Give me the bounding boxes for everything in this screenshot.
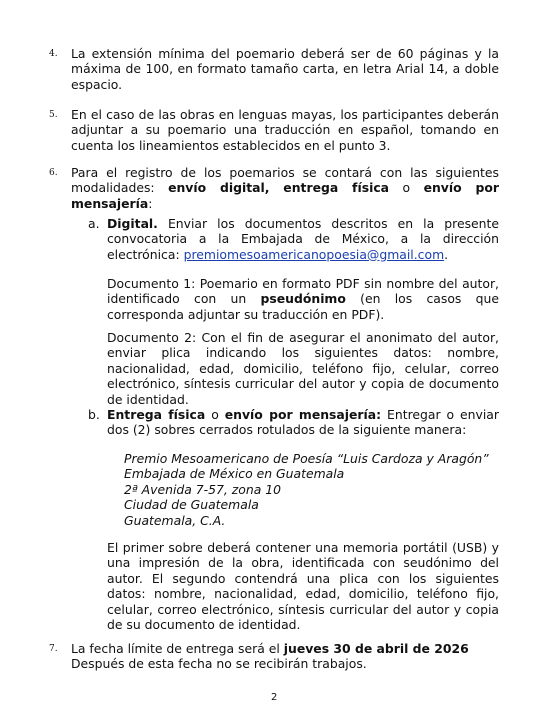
sub-item-title: Digital. (107, 216, 158, 231)
item-text-part: : (148, 195, 153, 211)
address-line: Premio Mesoamericano de Poesía “Luis Cardoza y Aragón” (124, 451, 489, 466)
item-text-part: Para el registro de los poemarios se contará con las siguientes modalidades: (71, 165, 499, 196)
item-number: 5. (49, 110, 58, 120)
sub-item-text (107, 216, 499, 262)
item-bold-modalities: envío digital, entrega física (168, 180, 390, 196)
sub-item-label: b. (88, 407, 100, 422)
item-text-part: o (389, 180, 424, 196)
deadline-bold: jueves 30 de abril de 2026 (283, 641, 469, 656)
item-number: 7. (49, 644, 58, 654)
sub-item-body: Enviar los documentos descritos en la presente convocatoria a la Embajada de México, a la dirección electrónica: (107, 216, 499, 262)
paragraph-text: Documento 1: Poemario en formato PDF sin nombre del autor, identificado con un (107, 276, 499, 307)
email-link[interactable]: premiomesoamericanopoesia@gmail.com (183, 246, 445, 262)
pseudonym-bold: pseudónimo (260, 291, 346, 307)
address-line: Embajada de México en Guatemala (124, 466, 345, 482)
item-text (71, 165, 499, 211)
document-2-paragraph: Documento 2: Con el fin de asegurar el anonimato del autor, enviar plica indicando los siguientes datos: nombre, nacionalidad, edad, domicilio, teléfono fijo, celular, correo electrónico, síntesis curricular del autor y copia de documento de identidad. (107, 330, 499, 407)
item-bold-courier: envío por mensajería (71, 180, 499, 211)
sub-item-text (107, 407, 499, 438)
item-number: 6. (49, 168, 58, 178)
page-number: 2 (271, 692, 278, 703)
address-line: Guatemala, C.A. (124, 512, 226, 528)
item-number: 4. (49, 49, 58, 59)
document-1-paragraph (107, 276, 499, 322)
sub-item-title: envío por mensajería: (224, 407, 382, 422)
item-text-part: La fecha límite de entrega será el (71, 641, 284, 656)
sub-item-body: . (444, 246, 449, 262)
item-text: En el caso de las obras en lenguas mayas, los participantes deberán adjuntar a su poemario una traducción en español, tomando en cuenta los lineamientos establecidos en el punto 3. (71, 107, 499, 153)
item-text (71, 641, 499, 672)
sub-item-label: a. (88, 216, 100, 231)
address-line: Ciudad de Guatemala (124, 497, 259, 513)
sub-item-body: o (205, 407, 225, 422)
item-text: La extensión mínima del poemario deberá ser de 60 páginas y la máxima de 100, en formato tamaño carta, en letra Arial 14, a doble espacio. (71, 46, 499, 92)
paragraph-text: (en los casos que corresponda adjuntar su traducción en PDF). (107, 291, 499, 322)
mailing-address (124, 451, 504, 528)
envelopes-paragraph: El primer sobre deberá contener una memoria portátil (USB) y una impresión de la obra, identificada con seudónimo del autor. El segundo contendrá una plica con los siguientes datos: nombre, nacionalidad, edad, domicilio, teléfono fijo, celular, correo electrónico, síntesis curricular del autor y copia de su documento de identidad. (107, 540, 499, 633)
sub-item-body: Entregar o enviar dos (2) sobres cerrados rotulados de la siguiente manera: (107, 407, 499, 438)
address-line: 2ª Avenida 7-57, zona 10 (124, 481, 282, 497)
item-text-part: Después de esta fecha no se recibirán trabajos. (71, 656, 367, 672)
sub-item-title: Entrega física (107, 407, 206, 422)
